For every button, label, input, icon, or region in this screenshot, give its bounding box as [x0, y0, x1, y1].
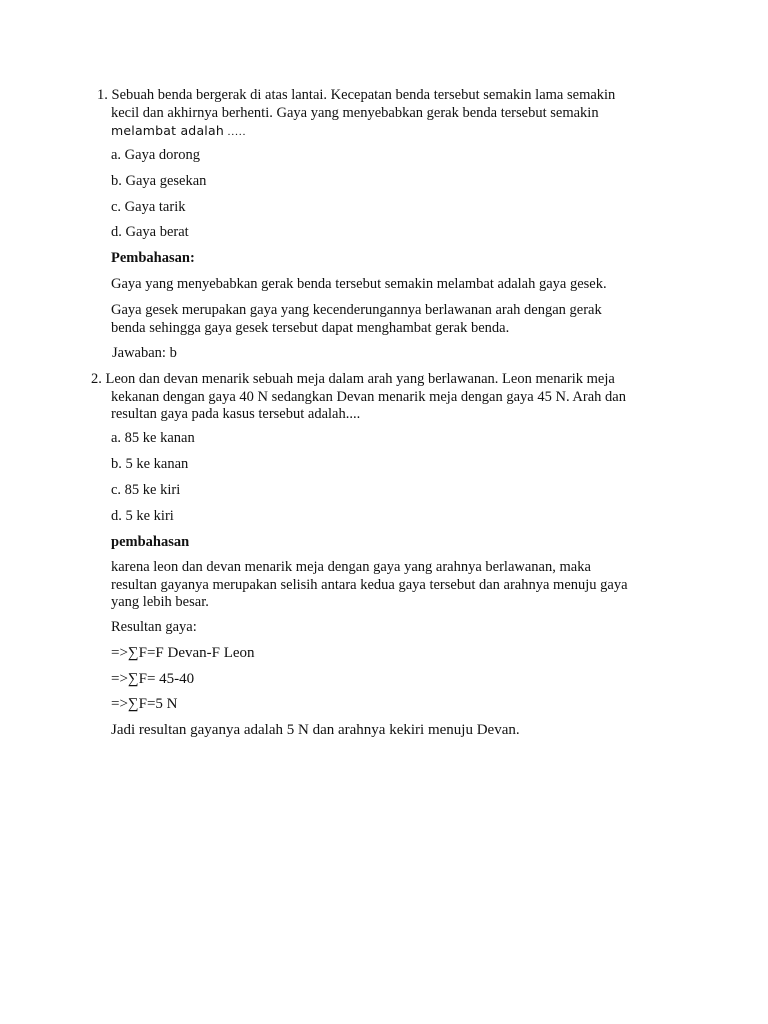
q2-option-a: a. 85 ke kanan — [111, 430, 195, 446]
q2-pembahasan-label: pembahasan — [111, 534, 190, 550]
q2-line-1: Leon dan devan menarik sebuah meja dalam arah yang berlawanan. Leon menarik meja — [105, 371, 615, 387]
q2-line-2: kekanan dengan gaya 40 N sedangkan Devan menarik meja dengan gaya 45 N. Arah dan — [111, 388, 626, 405]
q2-option-d: d. 5 ke kiri — [111, 508, 174, 524]
q1-explanation-2-line-1: Gaya gesek merupakan gaya yang kecenderungannya berlawanan arah dengan gerak — [111, 302, 602, 318]
q2-number: 2. — [91, 371, 102, 387]
q1-explanation-2 — [111, 302, 602, 337]
q1-number: 1. — [97, 87, 108, 103]
q2-resultan-label: Resultan gaya: — [111, 619, 197, 635]
q2-option-c: c. 85 ke kiri — [111, 482, 181, 498]
q2-explanation-line-1: karena leon dan devan menarik meja dengan gaya yang arahnya berlawanan, maka — [111, 559, 591, 575]
q1-pembahasan-label: Pembahasan: — [111, 250, 195, 266]
q2-equation-1: =>∑F=F Devan-F Leon — [111, 645, 255, 661]
q1-line-3-dots: ..... — [227, 126, 247, 138]
q2-equation-3: =>∑F=5 N — [111, 696, 178, 712]
q1-option-d: d. Gaya berat — [111, 224, 189, 240]
q1-option-b: b. Gaya gesekan — [111, 173, 207, 189]
q2-question — [91, 371, 626, 424]
q2-explanation-line-3: yang lebih besar. — [111, 594, 209, 610]
q1-explanation-1: Gaya yang menyebabkan gerak benda tersebut semakin melambat adalah gaya gesek. — [111, 276, 607, 292]
q1-line-1: Sebuah benda bergerak di atas lantai. Kecepatan benda tersebut semakin lama semakin — [111, 87, 616, 103]
q2-line-3: resultan gaya pada kasus tersebut adalah.... — [111, 406, 361, 422]
q2-equation-2: =>∑F= 45-40 — [111, 671, 195, 687]
q1-answer: Jawaban: b — [112, 345, 177, 361]
q2-explanation — [111, 559, 628, 612]
q1-line-2: kecil dan akhirnya berhenti. Gaya yang menyebabkan gerak benda tersebut semakin — [111, 104, 599, 121]
q2-explanation-line-2: resultan gayanya merupakan selisih antara kedua gaya tersebut dan arahnya menuju gaya — [111, 576, 628, 593]
q2-conclusion: Jadi resultan gayanya adalah 5 N dan arahnya kekiri menuju Devan. — [111, 722, 520, 738]
q1-explanation-2-line-2: benda sehingga gaya gesek tersebut dapat menghambat gerak benda. — [111, 319, 510, 336]
q1-line-3: melambat adalah — [111, 123, 224, 138]
q1-question — [97, 87, 615, 142]
q1-option-c: c. Gaya tarik — [111, 199, 186, 215]
q1-option-a: a. Gaya dorong — [111, 147, 200, 163]
q2-option-b: b. 5 ke kanan — [111, 456, 189, 472]
